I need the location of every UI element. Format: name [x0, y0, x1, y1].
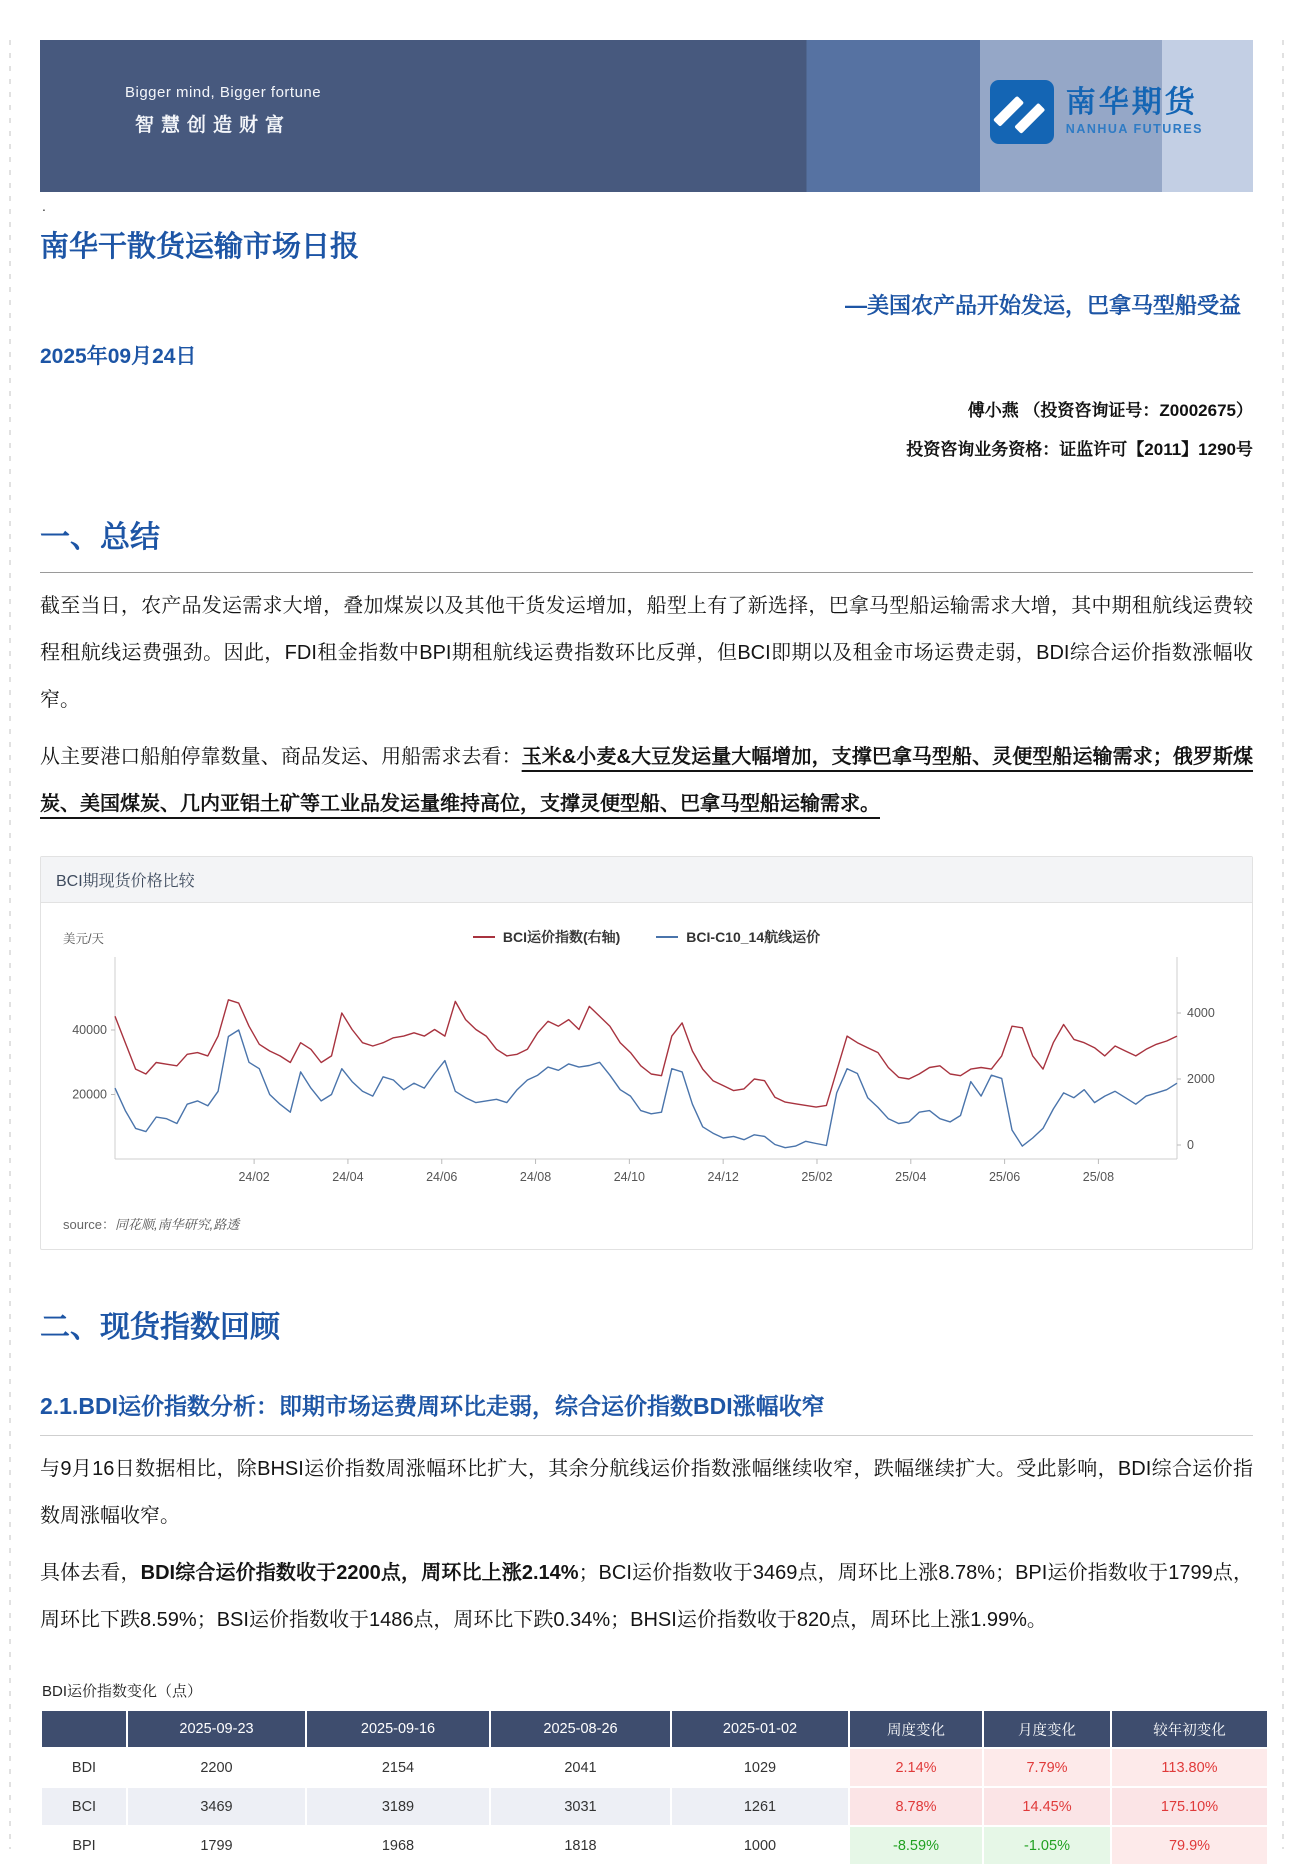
svg-text:25/08: 25/08 — [1082, 1170, 1115, 1184]
logo-english: NANHUA FUTURES — [1065, 122, 1203, 136]
svg-text:24/02: 24/02 — [238, 1170, 270, 1184]
table-header-cell: 2025-09-23 — [128, 1711, 305, 1747]
bdi-analysis-prefix: 具体去看， — [40, 1562, 141, 1584]
chart-source — [47, 1204, 1246, 1249]
page-edge-artifact-left — [9, 40, 11, 1849]
svg-text:24/06: 24/06 — [426, 1170, 458, 1184]
nanhua-logo — [990, 80, 1203, 144]
change-value: 14.45% — [984, 1788, 1110, 1825]
table-header-cell: 2025-01-02 — [672, 1711, 848, 1747]
svg-text:4000: 4000 — [1187, 1006, 1215, 1020]
change-value: 175.10% — [1112, 1788, 1267, 1825]
change-value: -1.05% — [984, 1827, 1110, 1864]
svg-text:24/08: 24/08 — [519, 1170, 552, 1184]
svg-text:24/10: 24/10 — [613, 1170, 646, 1184]
svg-text:25/06: 25/06 — [988, 1170, 1021, 1184]
change-value: 2.14% — [850, 1749, 982, 1786]
index-value: 1968 — [307, 1827, 489, 1864]
chart-panel-body — [41, 903, 1252, 1249]
table-header-cell: 2025-09-16 — [307, 1711, 489, 1747]
legend-item-bci-index — [473, 927, 620, 947]
report-date: 2025年09月24日 — [40, 345, 197, 368]
report-subtitle: —美国农产品开始发运，巴拿马型船受益 — [844, 293, 1241, 318]
index-value: 1799 — [128, 1827, 305, 1864]
brand-banner — [40, 40, 1253, 192]
index-value: 2154 — [307, 1749, 489, 1786]
svg-text:24/04: 24/04 — [332, 1170, 364, 1184]
index-value: 2041 — [491, 1749, 670, 1786]
bdi-analysis-paragraph-1: 与9月16日数据相比，除BHSI运价指数周涨幅环比扩大，其余分航线运价指数涨幅继续收窄，跌幅继续扩大。受此影响，BDI综合运价指数周涨幅收窄。 — [40, 1458, 1253, 1527]
row-label: BDI — [42, 1749, 126, 1786]
table-header-cell: 2025-08-26 — [491, 1711, 670, 1747]
analyst-credential: 傅小燕 （投资咨询证号：Z0002675） — [967, 401, 1253, 420]
brand-slogans — [125, 84, 321, 137]
bdi-analysis-emphasis: BDI综合运价指数收于2200点，周环比上涨2.14% — [140, 1562, 579, 1584]
section-1-heading: 一、总结 — [40, 521, 160, 554]
bdi-index-table — [40, 1709, 1269, 1866]
svg-text:24/12: 24/12 — [707, 1170, 739, 1184]
table-header-cell: 较年初变化 — [1112, 1711, 1267, 1747]
index-value: 1261 — [672, 1788, 848, 1825]
chart-panel-title: BCI期现货价格比较 — [41, 857, 1252, 903]
legend-label-c10-route: BCI-C10_14航线运价 — [686, 929, 821, 945]
section-2-heading: 二、现货指数回顾 — [40, 1311, 280, 1344]
change-value: -8.59% — [850, 1827, 982, 1864]
section-2-1-rule — [40, 1435, 1253, 1436]
table-header-cell: 月度变化 — [984, 1711, 1110, 1747]
section-1-rule — [40, 572, 1253, 573]
table-row-bdi — [42, 1749, 1267, 1786]
table-header-row — [42, 1711, 1267, 1747]
chart-source-label: source： — [63, 1217, 116, 1232]
chart-meta-row — [47, 917, 1246, 951]
index-table-title: BDI运价指数变化（点） — [42, 1683, 203, 1700]
report-page — [40, 40, 1253, 1866]
table-header-cell — [42, 1711, 126, 1747]
bci-chart-panel — [40, 856, 1253, 1250]
slogan-chinese: 智慧创造财富 — [135, 115, 292, 136]
svg-text:0: 0 — [1187, 1138, 1194, 1152]
summary-paragraph-2 — [40, 734, 1253, 828]
table-row-bci — [42, 1788, 1267, 1825]
business-qualification: 投资咨询业务资格：证监许可【2011】1290号 — [906, 440, 1253, 459]
nanhua-logo-text — [1066, 88, 1203, 136]
slogan-english: Bigger mind, Bigger fortune — [125, 84, 322, 101]
index-value: 1818 — [491, 1827, 670, 1864]
row-label: BCI — [42, 1788, 126, 1825]
summary-paragraph-1: 截至当日，农产品发运需求大增，叠加煤炭以及其他干货发运增加，船型上有了新选择，巴拿马型船运输需求大增，其中期租航线运费较程租航线运费强劲。因此，FDI租金指数中BPI期租航线运费指数环比反弹，但BCI即期以及租金市场运费走弱，BDI综合运价指数涨幅收窄。 — [40, 595, 1253, 711]
change-value: 113.80% — [1112, 1749, 1267, 1786]
svg-text:20000: 20000 — [72, 1087, 107, 1102]
change-value: 7.79% — [984, 1749, 1110, 1786]
index-value: 3469 — [128, 1788, 305, 1825]
change-value: 79.9% — [1112, 1827, 1267, 1864]
legend-dash-blue — [656, 936, 678, 939]
index-value: 3031 — [491, 1788, 670, 1825]
y-axis-unit-label: 美元/天 — [63, 932, 104, 946]
index-value: 3189 — [307, 1788, 489, 1825]
stray-dot: . — [42, 198, 46, 214]
svg-text:25/04: 25/04 — [895, 1170, 927, 1184]
report-title: 南华干散货运输市场日报 — [40, 231, 360, 263]
logo-chinese: 南华期货 — [1065, 86, 1198, 119]
bdi-analysis-rest: ；BCI运价指数收于3469点，周环比上涨8.78%；BPI运价指数收于1799点，周环比下跌8.59%；BSI运价指数收于1486点，周环比下跌0.34%；BHSI运价指数收于820点，周环比上涨1.99%。 — [40, 1562, 1253, 1631]
table-header-cell: 周度变化 — [850, 1711, 982, 1747]
bdi-analysis-paragraph-2 — [40, 1550, 1253, 1644]
svg-text:40000: 40000 — [72, 1023, 107, 1037]
nanhua-logo-icon — [990, 80, 1054, 144]
change-value: 8.78% — [850, 1788, 982, 1825]
index-value: 1029 — [672, 1749, 848, 1786]
chart-source-text: 同花顺,南华研究,路透 — [115, 1217, 240, 1232]
bci-chart-svg — [47, 951, 1246, 1199]
summary-paragraph-2-prefix: 从主要港口船舶停靠数量、商品发运、用船需求去看： — [40, 746, 522, 768]
section-2-1-heading: 2.1.BDI运价指数分析：即期市场运费周环比走弱，综合运价指数BDI涨幅收窄 — [40, 1393, 825, 1419]
row-label: BPI — [42, 1827, 126, 1864]
summary-paragraph-2-emphasis: 玉米&小麦&大豆发运量大幅增加，支撑巴拿马型船、灵便型船运输需求；俄罗斯煤炭、美国煤炭、几内亚铝土矿等工业品发运量维持高位，支撑灵便型船、巴拿马型船运输需求。 — [40, 746, 1254, 815]
table-row-bpi — [42, 1827, 1267, 1864]
svg-text:2000: 2000 — [1187, 1072, 1215, 1086]
chart-legend — [47, 927, 1246, 947]
legend-label-bci-index: BCI运价指数(右轴) — [502, 929, 621, 945]
svg-text:25/02: 25/02 — [801, 1170, 833, 1184]
index-value: 1000 — [672, 1827, 848, 1864]
legend-item-c10-route — [656, 927, 820, 947]
legend-dash-red — [473, 936, 495, 939]
index-value: 2200 — [128, 1749, 305, 1786]
page-edge-artifact-right — [1282, 40, 1284, 1849]
